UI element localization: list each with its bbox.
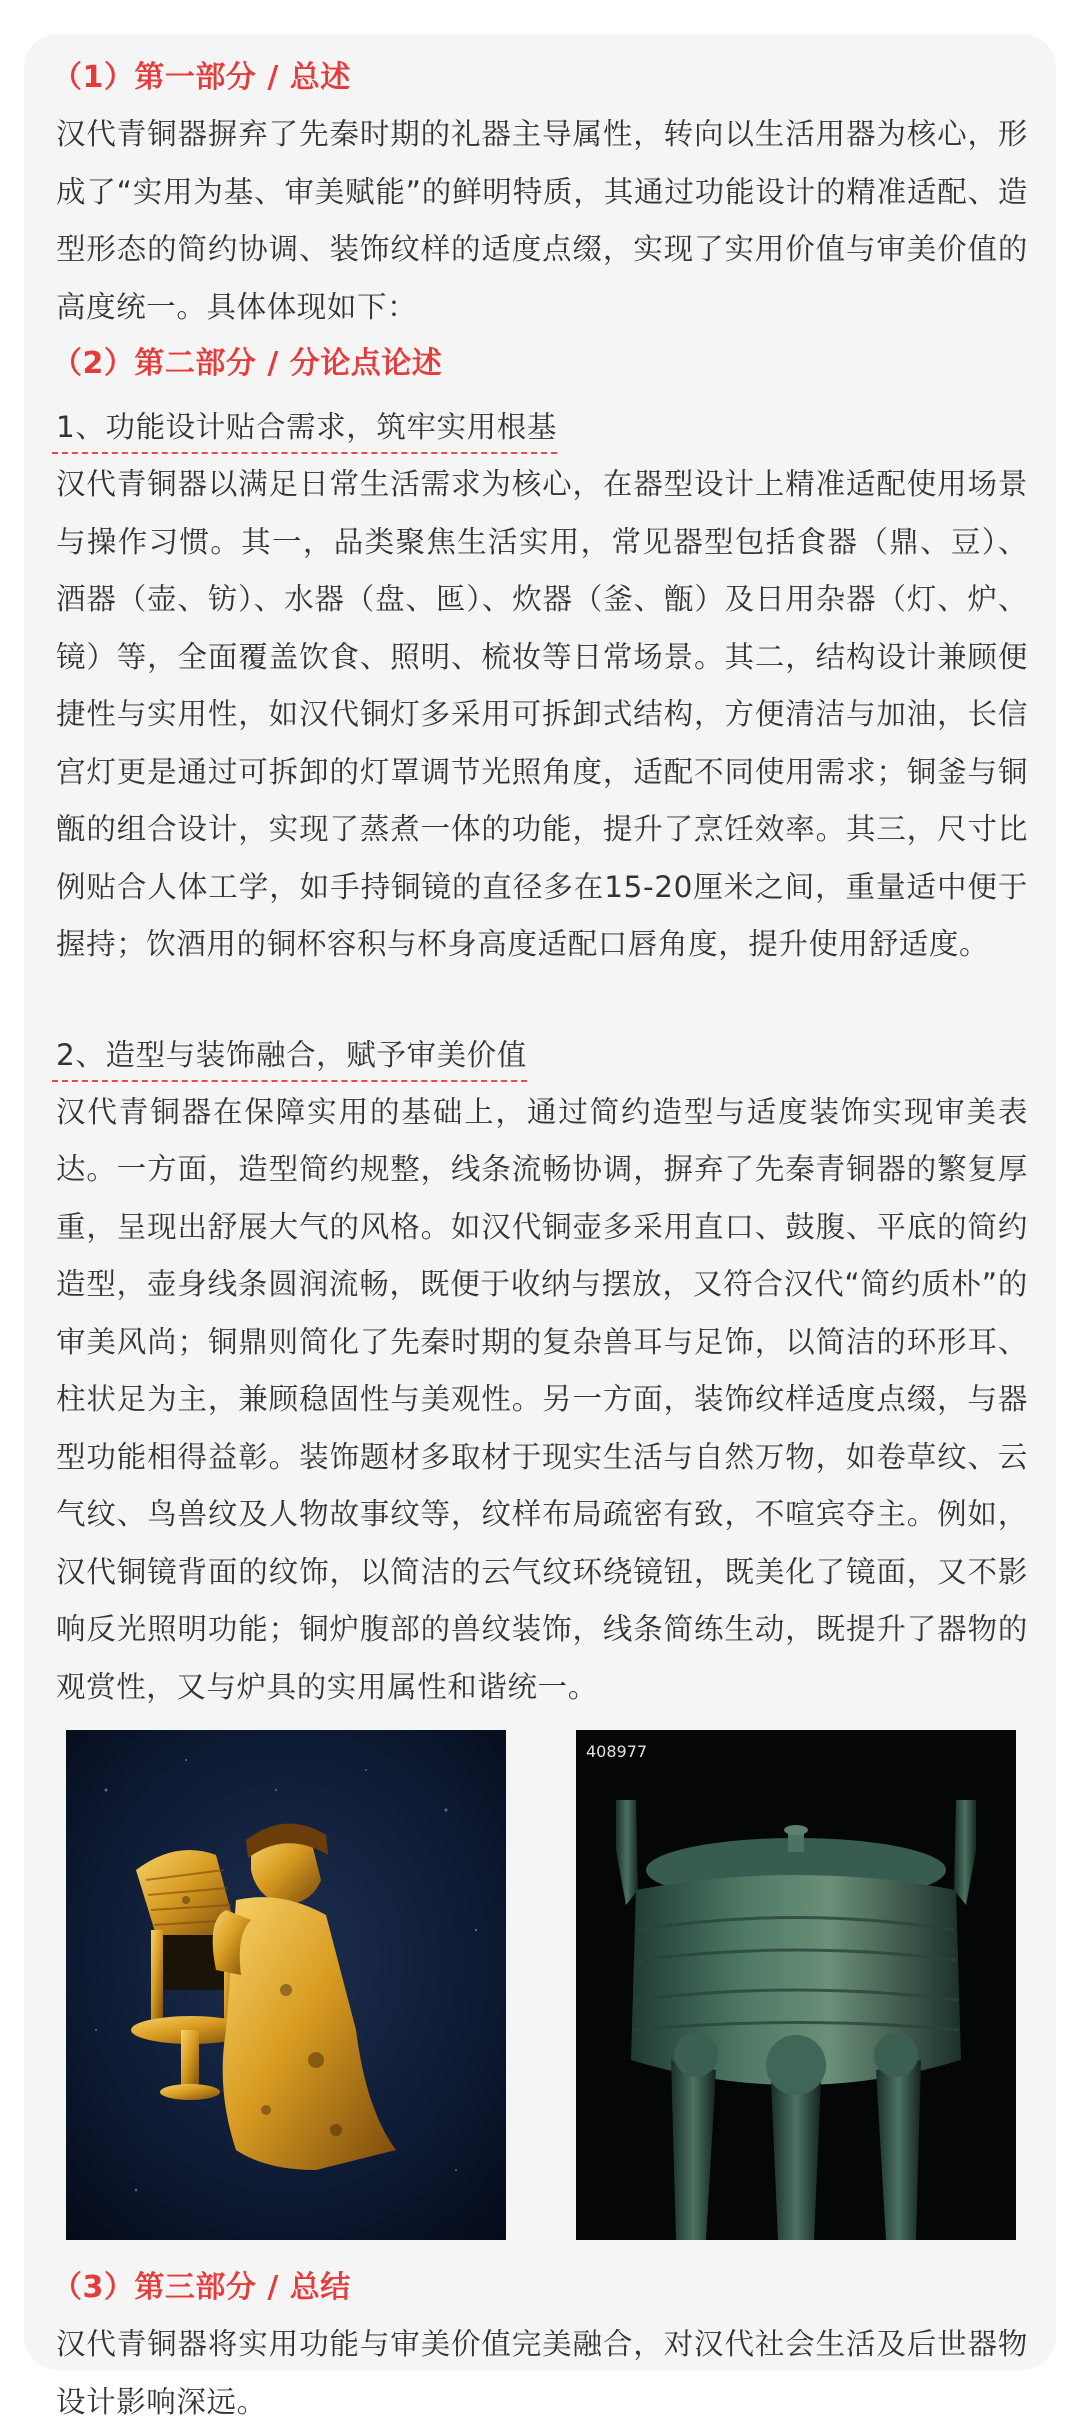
image-watermark-id: 408977 bbox=[586, 1742, 648, 1761]
point2-paragraph: 汉代青铜器在保障实用的基础上，通过简约造型与适度装饰实现审美表达。一方面，造型简约规整，线条流畅协调，摒弃了先秦青铜器的繁复厚重，呈现出舒展大气的风格。如汉代铜壶多采用直口、鼓腹、平底的简约造型，壶身线条圆润流畅，既便于收纳与摆放，又符合汉代“简约质朴”的审美风尚；铜鼎则简化了先秦时期的复杂兽耳与足饰，以简洁的环形耳、柱状足为主，兼顾稳固性与美观性。另一方面，装饰纹样适度点缀，与器型功能相得益彰。装饰题材多取材于现实生活与自然万物，如卷草纹、云气纹、鸟兽纹及人物故事纹等，纹样布局疏密有致，不喧宾夺主。例如，汉代铜镜背面的纹饰，以简洁的云气纹环绕镜钮，既美化了镜面，又不影响反光照明功能；铜炉腹部的兽纹装饰，线条简练生动，既提升了器物的观赏性，又与炉具的实用属性和谐统一。 bbox=[56, 1094, 1028, 1704]
point1-paragraph: 汉代青铜器以满足日常生活需求为核心，在器型设计上精准适配使用场景与操作习惯。其一，品类聚焦生活实用，常见器型包括食器（鼎、豆）、酒器（壶、钫）、水器（盘、匜）、炊器（釜、甑）及日用杂器（灯、炉、镜）等，全面覆盖饮食、照明、梳妆等日常场景。其二，结构设计兼顾便捷性与实用性，如汉代铜灯多采用可拆卸式结构，方便清洁与加油，长信宫灯更是通过可拆卸的灯罩调节光照角度，适配不同使用需求；铜釜与铜甑的组合设计，实现了蒸煮一体的功能，提升了烹饪效率。其三，尺寸比例贴合人体工学，如手持铜镜的直径多在15-20厘米之间，重量适中便于握持；饮酒用的铜杯容积与杯身高度适配口唇角度，提升使用舒适度。 bbox=[56, 467, 1028, 961]
gilt-bronze-palace-lamp-image bbox=[66, 1730, 506, 2240]
section-heading-overview: （1）第一部分 / 总述 bbox=[52, 60, 351, 95]
bronze-ding-vessel-image bbox=[576, 1730, 1016, 2240]
conclusion-paragraph: 汉代青铜器将实用功能与审美价值完美融合，对汉代社会生活及后世器物设计影响深远。 bbox=[56, 2327, 1028, 2419]
overview-paragraph: 汉代青铜器摒弃了先秦时期的礼器主导属性，转向以生活用器为核心，形成了“实用为基、审美赋能”的鲜明特质，其通过功能设计的精准适配、造型形态的简约协调、装饰纹样的适度点缀，实现了实用价值与审美价值的高度统一。具体体现如下： bbox=[56, 117, 1028, 324]
point2-title: 2、造型与装饰融合，赋予审美价值 bbox=[52, 1034, 527, 1082]
image-row bbox=[66, 1730, 1016, 2240]
section-heading-arguments: （2）第二部分 / 分论点论述 bbox=[52, 346, 443, 381]
point1-title: 1、功能设计贴合需求，筑牢实用根基 bbox=[52, 406, 557, 454]
section-heading-conclusion: （3）第三部分 / 总结 bbox=[52, 2270, 351, 2305]
article-card bbox=[24, 34, 1056, 2419]
